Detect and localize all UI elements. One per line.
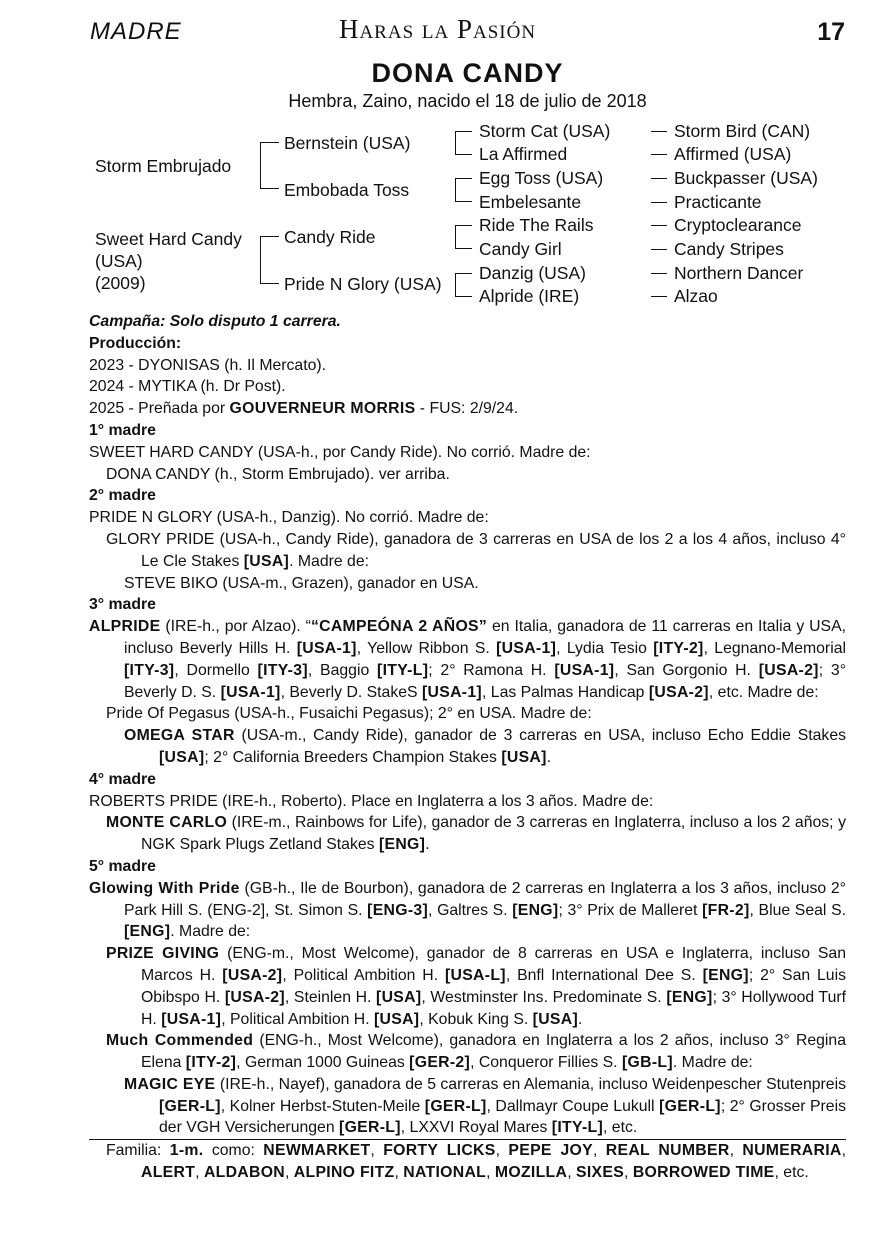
covering-sire: GOUVERNEUR MORRIS [229,400,416,418]
grade-tag: [USA-1] [554,661,615,679]
dam-1-produce: DONA CANDY (h., Storm Embrujado). ver arriba. [106,465,450,483]
pedigree-gen2: Pride N Glory (USA) [284,274,442,294]
horse-name-bold: MAGIC EYE [124,1075,216,1093]
grade-tag: [ITY-3] [257,661,308,679]
text: GLORY PRIDE (USA-h., Candy Ride), ganadora de 3 carreras en USA de los 2 a los 4 años, incluso 4° Le Cle Stakes [106,530,846,570]
text: ; 2° Grosser Preis der VGH Versicherungen [159,1097,846,1137]
text: , Conqueror Fillies S. [470,1054,622,1072]
dam-5-grandproduce [89,1074,846,1139]
text: , Steinlen H. [284,988,377,1006]
grade-tag: [ITY-2] [185,1054,237,1072]
pedigree-gen3: Candy Girl [479,239,562,259]
pedigree-gen3: Storm Cat (USA) [479,121,611,141]
grade-tag: [ENG-3] [367,901,429,919]
text: , etc. [603,1119,638,1137]
text: , Dallmayr Coupe Lukull [486,1097,660,1115]
text: , Kobuk King S. [419,1010,533,1028]
family-horse: ALERT [141,1164,196,1182]
text: Familia: [106,1142,170,1160]
grade-tag: [ENG] [378,836,426,854]
grade-tag: [GER-L] [159,1097,221,1115]
grade-tag: [USA-1] [161,1010,222,1028]
pedigree-gen3: Danzig (USA) [479,263,586,283]
family-horse: NEWMARKET [263,1142,371,1160]
dam-3-line [89,616,846,703]
dam-2-line: PRIDE N GLORY (USA-h., Danzig). No corrió. Madre de: [89,509,489,527]
pedigree-gen3: Embelesante [479,192,582,212]
pedigree-dam: Sweet Hard Candy [95,229,242,249]
text: , Westminster Ins. Predominate S. [421,988,667,1006]
grade-tag: [GER-L] [424,1097,487,1115]
text: (IRE-h., por Alzao). “ [160,618,311,636]
text: (ENG-m., Most Welcome), ganador de 8 carreras en USA e Inglaterra, incluso San Marcos H. [141,945,846,984]
dam-5-name: Glowing With Pride [89,879,240,897]
text: ; 3° Prix de Malleret [558,901,703,919]
text: , Beverly D. StakeS [280,683,422,701]
stud-name: Haras la Pasión [338,14,537,44]
text: , German 1000 Guineas [236,1054,410,1072]
grade-tag: [USA] [532,1010,579,1028]
grade-tag: [ITY-2] [653,639,704,657]
family-code: 1-m. [169,1142,204,1160]
text: en Italia, ganadora de 11 carreras en Italia y USA, incluso Beverly Hills H. [124,618,847,657]
dam-3-grandproduce [89,725,846,769]
family-horse: FORTY LICKS [383,1142,496,1160]
text: - FUS: 2/9/24. [415,400,519,418]
grade-tag: [USA] [243,552,290,570]
text: ; 2° California Breeders Champion Stakes [204,748,502,766]
pedigree-sire: Storm Embrujado [95,156,232,176]
dam-1-line: SWEET HARD CANDY (USA-h., por Candy Ride). No corrió. Madre de: [89,443,591,461]
grade-tag: [GB-L] [621,1054,673,1072]
grade-tag: [USA-L] [444,966,506,984]
family-horse: PEPE JOY [508,1142,593,1160]
family-line: Familia: 1-m. como: NEWMARKET, FORTY LICKS, PEPE JOY, REAL NUMBER, NUMERARIA, ALERT, ALDABON, ALPINO FITZ, NATIONAL, MOZILLA, SIXES, BORROWED TIME, etc. [89,1139,846,1184]
text: . [425,836,430,854]
text: (GB-h., Ile de Bourbon), ganadora de 2 carreras en Inglaterra a los 3 años, incluso 2° Park Hill S. (ENG-2], St. Simon S. [124,879,846,919]
text: , LXXVI Royal Mares [400,1119,552,1137]
pedigree-gen4: Buckpasser (USA) [674,168,818,188]
dash [651,178,667,179]
family-horse: BORROWED TIME [632,1164,775,1182]
horse-details: Hembra, Zaino, nacido el 18 de julio de 2018 [288,91,647,111]
text: , Political Ambition H. [282,966,445,984]
text: , Bnfl International Dee S. [505,966,703,984]
dam-heading-5: 5° madre [89,857,156,875]
page-number: 17 [817,18,845,46]
grade-tag: [USA-2] [758,661,819,679]
text: , etc. Madre de: [708,683,819,701]
dash [651,131,667,132]
campaign-line: Campaña: Solo disputo 1 carrera. [89,313,341,330]
grade-tag: [USA] [159,748,205,766]
pedigree-dam-origin: (USA) [95,251,143,271]
grade-tag: [USA-1] [496,639,557,657]
text: (IRE-h., Nayef), ganadora de 5 carreras en Alemania, incluso Weidenpescher Stutenpreis [215,1075,846,1093]
text: ; 3° Hollywood Turf H. [141,988,846,1028]
dam-heading-1: 1° madre [89,421,156,439]
grade-tag: [ENG] [124,923,171,941]
text: , Lydia Tesio [556,639,654,657]
dam-heading-4: 4° madre [89,770,156,788]
text: , Blue Seal S. [749,901,846,919]
dam-2-grandproduce: STEVE BIKO (USA-m., Grazen), ganador en USA. [124,574,479,592]
pedigree-gen2: Candy Ride [284,227,376,247]
dam-3-name: ALPRIDE [89,618,161,636]
dam-2-produce [89,529,846,573]
text: 2025 - Preñada por [89,400,230,418]
text: , Baggio [307,661,378,679]
pedigree-gen3: Ride The Rails [479,215,594,235]
dash [651,154,667,155]
pedigree-gen4: Practicante [674,192,762,212]
pedigree-gen4: Affirmed (USA) [674,144,792,164]
horse-name-bold: PRIZE GIVING [106,945,220,963]
text: , Legnano-Memorial [703,639,846,657]
grade-tag: [USA-2] [648,683,709,701]
text: , Las Palmas Handicap [482,683,649,701]
dash [651,249,667,250]
grade-tag: [USA-1] [421,683,482,701]
text: . Madre de: [289,552,370,570]
bracket [455,178,472,202]
grade-tag: [ITY-3] [124,661,175,679]
family-horse: REAL NUMBER [605,1142,730,1160]
grade-tag: [USA-1] [220,683,281,701]
text: (ENG-h., Most Welcome), ganadora en Inglaterra a los 2 años, incluso 3° Regina Elena [141,1032,846,1072]
grade-tag: [GER-2] [409,1054,471,1072]
text: (IRE-m., Rainbows for Life), ganador de 3 carreras en Inglaterra, incluso a los 2 años; y NGK Spark Plugs Zetland Stakes [141,814,847,854]
text: . [546,748,552,766]
grade-tag: [USA-2] [224,988,285,1006]
pedigree-gen3: La Affirmed [479,144,568,164]
dam-3-produce: Pride Of Pegasus (USA-h., Fusaichi Pegasus); 2° en USA. Madre de: [106,705,592,723]
dash [651,273,667,274]
family-horse: SIXES [576,1164,625,1182]
grade-tag: [ITY-L] [551,1119,604,1137]
text: . Madre de: [672,1054,753,1072]
production-2023: 2023 - DYONISAS (h. Il Mercato). [89,356,327,374]
dam-heading-3: 3° madre [89,596,156,614]
production-2024: 2024 - MYTIKA (h. Dr Post). [89,378,286,396]
family-horse: ALPINO FITZ [293,1164,395,1182]
dash [651,296,667,297]
pedigree-gen4: Storm Bird (CAN) [674,121,811,141]
text: , Dormello [174,661,258,679]
text: (USA-m., Candy Ride), ganador de 3 carreras en USA, incluso Echo Eddie Stakes [234,727,847,745]
text: . Madre de: [170,923,251,941]
dam-5-produce-1 [89,943,846,1030]
grade-tag: [FR-2] [702,901,750,919]
bracket [455,225,472,249]
dash [651,225,667,226]
grade-tag: [GER-L] [659,1097,721,1115]
text: , San Gorgonio H. [614,661,759,679]
family-horse: MOZILLA [494,1164,568,1182]
pedigree-gen3: Alpride (IRE) [479,286,580,306]
text: como: [203,1142,264,1160]
pedigree-gen2: Bernstein (USA) [284,133,411,153]
grade-tag: [USA-1] [296,639,357,657]
family-horse: NUMERARIA [742,1142,842,1160]
grade-tag: [ENG] [512,901,559,919]
grade-tag: [GER-L] [339,1119,401,1137]
family-horse: NATIONAL [403,1164,487,1182]
pedigree-gen4: Alzao [674,286,718,306]
dam-4-produce [89,812,846,856]
champion-title: “CAMPEÓNA 2 AÑOS” [310,618,488,636]
dam-4-line: ROBERTS PRIDE (IRE-h., Roberto). Place en Inglaterra a los 3 años. Madre de: [89,792,654,810]
pedigree-gen4: Cryptoclearance [674,215,802,235]
dash [651,202,667,203]
grade-tag: [ENG] [702,966,749,984]
dam-5-produce-2 [89,1030,846,1074]
pedigree-dam-year: (2009) [95,273,146,293]
grade-tag: [USA] [373,1010,420,1028]
bracket [455,273,472,297]
text: , Political Ambition H. [221,1010,374,1028]
grade-tag: [ITY-L] [377,661,429,679]
family-horse: ALDABON [203,1164,286,1182]
pedigree-gen4: Northern Dancer [674,263,804,283]
grade-tag: [ENG] [666,988,713,1006]
text: , Kolner Herbst-Stuten-Meile [220,1097,425,1115]
horse-name: DONA CANDY [371,58,564,88]
text: ; 3° Beverly D. S. [124,661,847,701]
catalog-body [89,311,846,1184]
bracket [260,142,279,189]
text: , Yellow Ribbon S. [356,639,497,657]
horse-name-bold: MONTE CARLO [106,814,228,832]
horse-name-bold: OMEGA STAR [124,727,235,745]
bracket [455,131,472,155]
grade-tag: [USA] [376,988,422,1006]
bracket [260,236,279,284]
text: , Galtres S. [428,901,513,919]
grade-tag: [USA-2] [222,966,283,984]
text: ; 2° San Luis Obibspo H. [141,966,846,1006]
text: , etc. [774,1164,809,1182]
pedigree-gen3: Egg Toss (USA) [479,168,604,188]
pedigree-gen4: Candy Stripes [674,239,784,259]
dam-heading-2: 2° madre [89,487,156,505]
text: . [578,1010,583,1028]
production-heading: Producción: [89,334,182,352]
text: ; 2° Ramona H. [428,661,555,679]
production-2025 [89,398,846,420]
horse-name-bold: Much Commended [106,1032,254,1050]
pedigree-gen2: Embobada Toss [284,180,410,200]
section-label: MADRE [90,18,182,45]
grade-tag: [USA] [501,748,547,766]
dam-5-line [89,878,846,943]
